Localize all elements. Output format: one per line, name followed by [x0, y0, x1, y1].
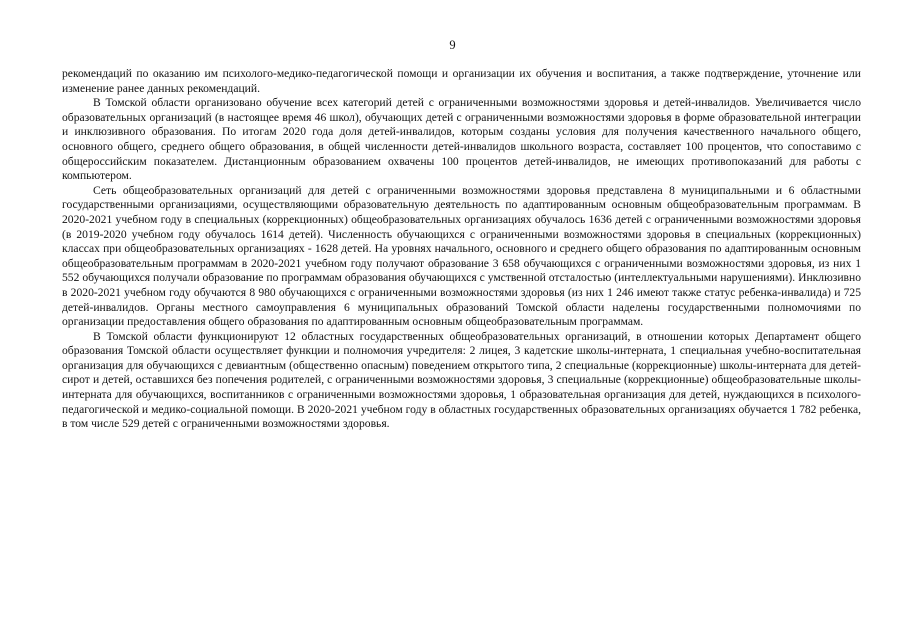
paragraph-school-network: Сеть общеобразовательных организаций для детей с ограниченными возможностями здоровья представлена 8 муниципальными и 6 областными государственными организациями, осуществляющими образовательную деятельность по адаптированным основным общеобразовательным программам. В 2020-2021 учебном году в специальных (коррекционных) общеобразовательных организациях обучалось 1636 детей с ограниченными возможностями здоровья (в 2019-2020 учебном году обучалось 1614 детей). Численность обучающихся с ограниченными возможностями здоровья в специальных (коррекционных) классах при общеобразовательных организациях - 1628 детей. На уровнях начального, основного и среднего общего образования по адаптированным основным общеобразовательным программам в 2020-2021 учебном году получают образование 3 658 обучающихся с ограниченными возможностями здоровья, из них 1 552 обучающихся получали образование по программам образования обучающихся с умственной отсталостью (интеллектуальными нарушениями). Инклюзивно в 2020-2021 учебном году обучаются 8 980 обучающихся с ограниченными возможностями здоровья (из них 1 246 имеют также статус ребенка-инвалида) и 725 детей-инвалидов. Органы местного самоуправления 6 муниципальных образований Томской области наделены государственными полномочиями по организации предоставления общего образования по адаптированным основным общеобразовательным программам.	[62, 183, 861, 329]
document-body	[62, 67, 861, 432]
paragraph-education-categories: В Томской области организовано обучение всех категорий детей с ограниченными возможностями здоровья и детей-инвалидов. Увеличивается число образовательных организаций (в настоящее время 46 школ), обучающих детей с ограниченными возможностями здоровья в форме образовательной интеграции и инклюзивного образования. По итогам 2020 года доля детей-инвалидов, которым созданы условия для получения качественного начального общего, основного общего, среднего общего образования, в общей численности детей-инвалидов школьного возраста, составляет 100 процентов, что сопоставимо с общероссийским показателем. Дистанционным образованием охвачены 100 процентов детей-инвалидов, не имеющих противопоказаний для работы с компьютером.	[62, 96, 861, 183]
page-number: 9	[449, 38, 456, 52]
paragraph-regional-organizations: В Томской области функционируют 12 областных государственных общеобразовательных организаций, в отношении которых Департамент общего образования Томской области осуществляет функции и полномочия учредителя: 2 лицея, 3 кадетские школы-интерната, 1 специальная учебно-воспитательная организация для обучающихся с девиантным (общественно опасным) поведением открытого типа, 2 специальные (коррекционные) школы-интерната для детей-сирот и детей, оставшихся без попечения родителей, с ограниченными возможностями здоровья, 3 специальные (коррекционные) общеобразовательные школы-интерната для обучающихся, воспитанников с ограниченными возможностями здоровья, 1 образовательная организация для детей, нуждающихся в психолого-педагогической и медико-социальной помощи. В 2020-2021 учебном году в областных государственных образовательных организациях обучается 1 782 ребенка, в том числе 529 детей с ограниченными возможностями здоровья.	[62, 329, 861, 431]
paragraph-continuation: рекомендаций по оказанию им психолого-медико-педагогической помощи и организации их обучения и воспитания, а также подтверждение, уточнение или изменение ранее данных рекомендаций.	[62, 67, 861, 95]
